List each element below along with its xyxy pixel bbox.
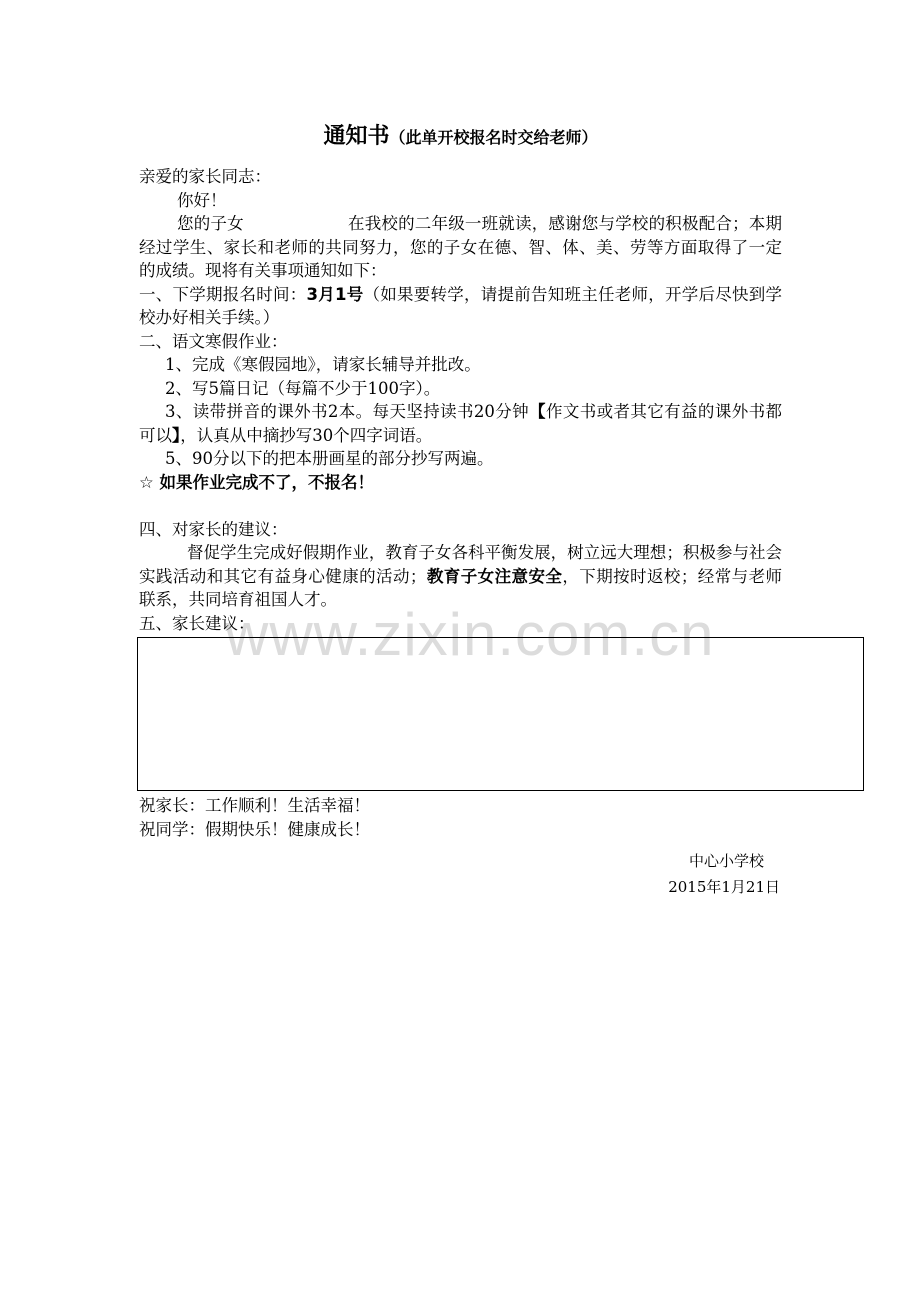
homework-item-3	[139, 400, 782, 447]
signature-date: 2015年1月21日	[668, 878, 780, 896]
notice-document	[139, 118, 782, 900]
homework-item-2: 2、写5篇日记（每篇不少于100字）。	[165, 378, 441, 398]
advice-part1: 督促学生完成好假期作业，教育子女各科平衡发展，树立远大理想；积极参与社会实践活动和其它有益身心健康的活动；	[139, 543, 782, 586]
advice-safety: 教育子女注意安全	[426, 566, 563, 586]
spacer	[139, 494, 782, 518]
section1-paragraph	[139, 283, 782, 330]
parent-advice-paragraph	[139, 541, 782, 612]
section2-label: 二、语文寒假作业：	[139, 331, 288, 351]
registration-date: 3月1号	[306, 284, 364, 304]
advice-part2: ，下期按时返校；经常与老师联系，共同培育祖国人才。	[139, 566, 783, 609]
section1-label: 一、下学期报名时间：	[139, 284, 307, 304]
greeting: 亲爱的家长同志：	[139, 167, 271, 186]
section4-label: 四、对家长的建议：	[139, 519, 288, 539]
signature-school: 中心小学校	[688, 852, 764, 870]
item3-part2: 作文书或者其它有益的课外书都可以	[139, 402, 782, 445]
item3-part3: ，认真从中摘抄写30个四字词语。	[180, 425, 433, 445]
intro-part2: 在我校的二年级一班就读，感谢您与学校的积极配合；本期经过学生、家长和老师的共同努力，您的子女在德、智、体、美、劳等方面取得了一定的成绩。现将有关事项通知如下：	[139, 214, 783, 280]
intro-paragraph	[139, 212, 782, 283]
document-title	[139, 118, 782, 157]
watermark: www.zixin.com.cn	[225, 601, 715, 668]
parent-feedback-box[interactable]	[137, 637, 864, 791]
closing-line-1: 祝家长：工作顺利！生活幸福！	[139, 796, 370, 815]
section1-rest: （如果要转学，请提前告知班主任老师，开学后尽快到学校办好相关手续。）	[139, 284, 783, 327]
item3-part1: 3、读带拼音的课外书2本。每天坚持读书20分钟	[165, 402, 530, 421]
title-subtitle: （此单开校报名时交给老师）	[389, 128, 598, 147]
title-main: 通知书	[323, 124, 390, 149]
item3-bracket-close: 】	[172, 425, 181, 445]
hello-line: 你好！	[177, 190, 227, 210]
section5-label: 五、家长建议：	[139, 613, 255, 633]
intro-part1: 您的子女	[177, 214, 244, 233]
homework-warning: ☆ 如果作业完成不了，不报名！	[139, 472, 375, 492]
homework-item-5: 5、90分以下的把本册画星的部分抄写两遍。	[165, 449, 494, 468]
homework-item-1: 1、完成《寒假园地》，请家长辅导并批改。	[165, 355, 481, 374]
closing-line-2: 祝同学：假期快乐！健康成长！	[139, 819, 370, 839]
item3-bracket-open: 【	[529, 402, 546, 421]
